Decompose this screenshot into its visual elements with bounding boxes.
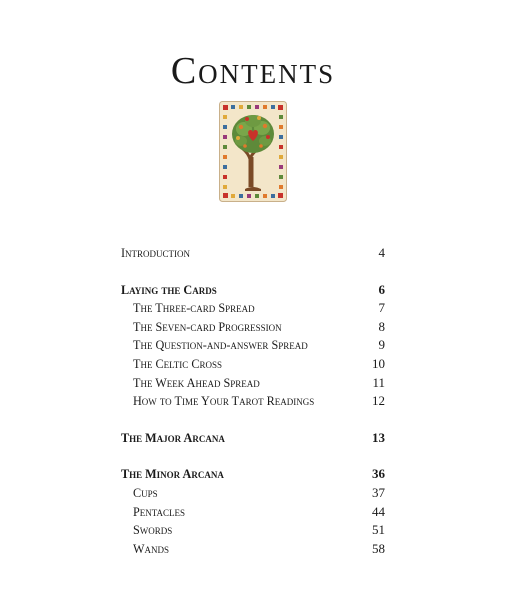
toc-label: Laying the Cards: [121, 282, 217, 297]
toc-page-number: 44: [372, 503, 385, 519]
toc-page-number: 8: [378, 318, 385, 334]
toc-page-number: 51: [372, 522, 385, 538]
toc-page-number: 36: [372, 466, 385, 482]
toc-label: How to Time Your Tarot Readings: [133, 394, 315, 409]
toc-page-number: 58: [372, 540, 385, 556]
toc-entry[interactable]: [121, 521, 385, 540]
toc-entry[interactable]: [121, 336, 385, 355]
toc-label: The Week Ahead Spread: [133, 375, 260, 390]
toc-entry[interactable]: [121, 355, 385, 374]
toc-page-number: 7: [378, 300, 385, 316]
toc-page-number: 12: [372, 393, 385, 409]
toc-page-number: 9: [378, 337, 385, 353]
toc-page-number: 6: [378, 281, 385, 297]
toc-page-number: 37: [372, 484, 385, 500]
toc-page-number: 4: [378, 245, 385, 260]
toc-section-major-arcana[interactable]: [121, 429, 385, 448]
toc-page-number: 11: [372, 374, 385, 390]
toc-entry-introduction[interactable]: [121, 244, 385, 263]
toc-label: Wands: [133, 541, 170, 556]
toc-page-number: 13: [372, 429, 385, 445]
toc-label: The Major Arcana: [121, 430, 225, 445]
toc-label: The Celtic Cross: [133, 356, 222, 371]
toc-entry[interactable]: [121, 484, 385, 503]
toc-label: The Three-card Spread: [133, 301, 255, 316]
toc-entry[interactable]: [121, 299, 385, 318]
table-of-contents: [121, 244, 385, 558]
toc-section-laying-the-cards[interactable]: [121, 281, 385, 300]
toc-entry[interactable]: [121, 503, 385, 522]
toc-label: Swords: [133, 523, 173, 538]
toc-label: The Seven-card Progression: [133, 319, 282, 334]
toc-page-number: 10: [372, 355, 385, 371]
toc-label: The Minor Arcana: [121, 467, 224, 482]
toc-entry[interactable]: [121, 540, 385, 559]
toc-label: Introduction: [121, 246, 191, 260]
toc-entry[interactable]: [121, 318, 385, 337]
toc-label: The Question-and-answer Spread: [133, 338, 308, 353]
toc-label: Cups: [133, 485, 158, 500]
toc-entry[interactable]: [121, 392, 385, 411]
tree-illustration: [219, 101, 287, 202]
toc-section-minor-arcana[interactable]: [121, 465, 385, 484]
toc-label: Pentacles: [133, 504, 186, 519]
toc-entry[interactable]: [121, 374, 385, 393]
page-title: Contents: [170, 50, 336, 92]
